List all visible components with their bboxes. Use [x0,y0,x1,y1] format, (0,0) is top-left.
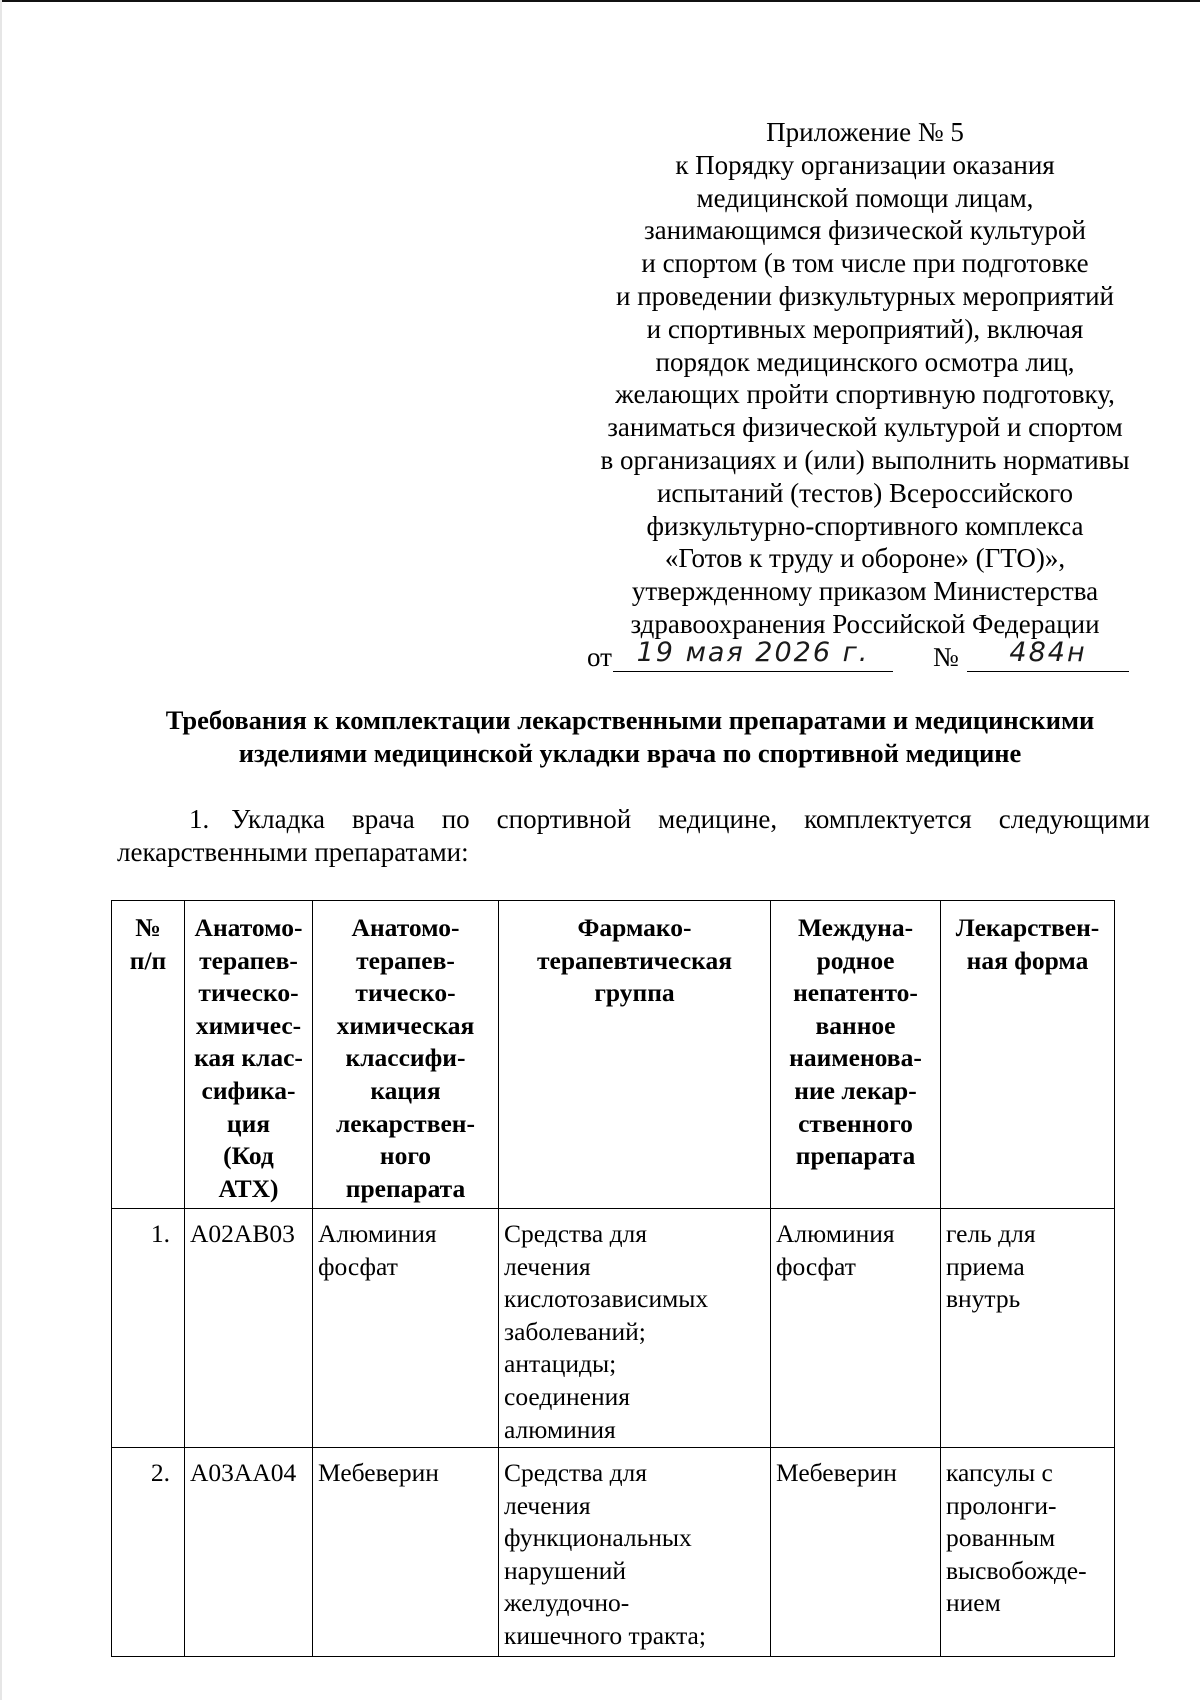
header-atc-name: Анатомо- терапев- тическо- химическая классифи- кация лекарствен- ного препарата [313,901,499,1209]
atc-name-cell: Мебеверин [313,1448,499,1657]
appendix-line: и спортом (в том числе при подготовке [641,248,1089,279]
header-atc-code: Анатомо- терапев- тическо- химичес- кая клас- сифика- ция (Код АТХ) [185,901,313,1209]
scan-left-edge [0,0,2,1700]
order-date-number [575,636,1155,681]
header-pharma-group: Фармако- терапевтическая группа [499,901,771,1209]
handwritten-number: 484н [967,637,1129,672]
header-number: № п/п [112,901,185,1209]
atc-name-cell: Алюминия фосфат [313,1209,499,1448]
appendix-line: испытаний (тестов) Всероссийского [656,477,1074,508]
intro-text: Укладка врача по спортивной медицине, комплектуется следующими [231,804,1150,834]
number-prefix: № [933,641,959,672]
dosage-form-cell: капсулы с пролонги- рованным высвобожде- нием [941,1448,1115,1657]
title-line: изделиями медицинской укладки врача по спортивной медицине [238,738,1022,768]
pharma-group-cell: Средства для лечения функциональных нарушений желудочно- кишечного тракта; [499,1448,771,1657]
intro-line [117,803,1150,836]
intro-line: лекарственными препаратами: [117,837,469,867]
appendix-line: желающих пройти спортивную подготовку, [615,379,1115,410]
appendix-header [575,116,1155,681]
header-dosage-form: Лекарствен- ная форма [941,901,1115,1209]
appendix-line: Приложение № 5 [766,117,964,147]
table-row [112,1209,1115,1448]
appendix-line: и проведении физкультурных мероприятий [616,280,1114,311]
appendix-line: «Готов к труду и обороне» (ГТО)», [664,543,1066,574]
header-inn: Междуна- родное непатенто- ванное наименова- ние лекар- ственного препарата [771,901,941,1209]
row-number: 2. [112,1448,185,1657]
dosage-form-cell: гель для приема внутрь [941,1209,1115,1448]
atc-code-cell: A03AA04 [185,1448,313,1657]
row-number: 1. [112,1209,185,1448]
paragraph-number: 1. [189,804,210,834]
pharma-group-cell: Средства для лечения кислотозависимых заболеваний; антациды; соединения алюминия [499,1209,771,1448]
atc-code-cell: A02AB03 [185,1209,313,1448]
appendix-line: к Порядку организации оказания [675,149,1055,180]
appendix-line: в организациях и (или) выполнить нормативы [600,444,1130,475]
title-line: Требования к комплектации лекарственными препаратами и медицинскими [165,705,1095,735]
handwritten-date: 19 мая 2026 г. [613,637,893,672]
appendix-line: и спортивных мероприятий), включая [646,313,1084,344]
appendix-line: физкультурно-спортивного комплекса [646,510,1084,541]
table-row [112,1448,1115,1657]
medications-table [111,900,1115,1657]
intro-paragraph [117,803,1150,869]
inn-cell: Мебеверин [771,1448,941,1657]
table-header-row [112,901,1115,1209]
document-title [110,704,1150,770]
appendix-line: медицинской помощи лицам, [696,182,1034,213]
scan-top-edge [0,0,1200,2]
appendix-line: утвержденному приказом Министерства [631,576,1099,607]
appendix-line: порядок медицинского осмотра лиц, [655,346,1075,377]
appendix-line: занимающимся физической культурой [643,215,1086,246]
inn-cell: Алюминия фосфат [771,1209,941,1448]
date-prefix: от [587,641,612,672]
appendix-line: здравоохранения Российской Федерации [630,608,1100,639]
appendix-line: заниматься физической культурой и спортом [607,412,1123,443]
